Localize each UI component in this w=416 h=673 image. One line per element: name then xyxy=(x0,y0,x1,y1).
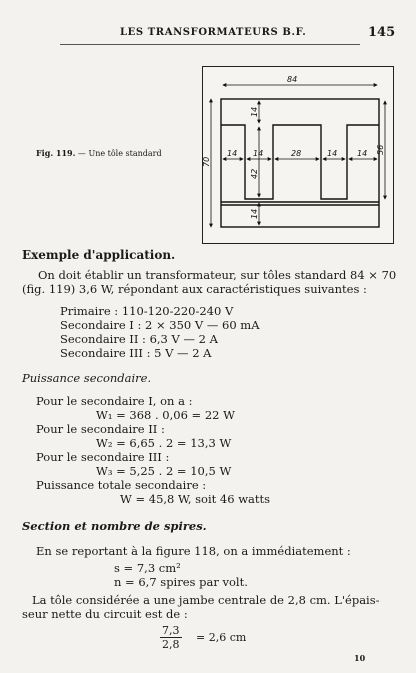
spec-primary: Primaire : 110-120-220-240 V xyxy=(60,304,234,318)
power-formula-3: W₃ = 5,25 . 2 = 10,5 W xyxy=(96,464,232,478)
spec-secondary-3: Secondaire III : 5 V — 2 A xyxy=(60,346,212,360)
fraction-numerator: 7,3 xyxy=(162,624,180,637)
fraction-denominator: 2,8 xyxy=(162,638,180,651)
lamination-drawing xyxy=(203,67,393,243)
header-rule xyxy=(60,44,360,45)
section-formula-s: s = 7,3 cm² xyxy=(114,561,181,575)
power-line-3: Pour le secondaire III : xyxy=(36,450,170,464)
figure-caption-text: — Une tôle standard xyxy=(77,149,162,158)
dim-bottom-yoke: 14 xyxy=(250,208,259,219)
core-line-1: La tôle considérée a une jambe centrale de 2,8 cm. L'épais- xyxy=(32,593,380,607)
power-line-1: Pour le secondaire I, on a : xyxy=(36,394,193,408)
section-formula-n: n = 6,7 spires par volt. xyxy=(114,575,248,589)
dim-leg-height: 42 xyxy=(250,168,259,179)
dim-seg-2: 14 xyxy=(253,149,264,158)
core-line-2: seur nette du circuit est de : xyxy=(22,607,188,621)
figure-caption xyxy=(36,148,162,158)
figure-caption-label: Fig. 119. xyxy=(36,148,76,158)
dim-top-yoke: 14 xyxy=(250,106,259,117)
heading-power: Puissance secondaire. xyxy=(22,371,152,385)
running-title: LES TRANSFORMATEURS B.F. xyxy=(120,27,307,38)
section-line-1: En se reportant à la figure 118, on a immédiatement : xyxy=(36,544,351,558)
page-number: 145 xyxy=(368,25,396,40)
power-formula-2: W₂ = 6,65 . 2 = 13,3 W xyxy=(96,436,232,450)
lamination-windows xyxy=(221,125,379,199)
spec-secondary-2: Secondaire II : 6,3 V — 2 A xyxy=(60,332,218,346)
fraction-result: = 2,6 cm xyxy=(196,631,247,644)
heading-section-turns: Section et nombre de spires. xyxy=(22,519,207,533)
dim-height-inner: 56 xyxy=(376,144,385,155)
figure-119 xyxy=(202,66,394,244)
spec-secondary-1: Secondaire I : 2 × 350 V — 60 mA xyxy=(60,318,260,332)
fraction xyxy=(160,624,182,651)
dim-height-total: 70 xyxy=(202,156,211,167)
power-line-4: Puissance totale secondaire : xyxy=(36,478,207,492)
power-formula-1: W₁ = 368 . 0,06 = 22 W xyxy=(96,408,235,422)
intro-line-1: On doit établir un transformateur, sur tôles standard 84 × 70 xyxy=(38,268,397,282)
intro-line-2: (fig. 119) 3,6 W, répondant aux caractéristiques suivantes : xyxy=(22,282,367,296)
dim-seg-3: 28 xyxy=(291,149,302,158)
power-total: W = 45,8 W, soit 46 watts xyxy=(120,492,271,506)
dim-seg-5: 14 xyxy=(357,149,368,158)
dim-seg-4: 14 xyxy=(327,149,338,158)
dim-seg-1: 14 xyxy=(227,149,238,158)
dim-width-total: 84 xyxy=(287,75,298,84)
heading-example: Exemple d'application. xyxy=(22,248,176,262)
signature-mark: 10 xyxy=(354,653,366,663)
power-line-2: Pour le secondaire II : xyxy=(36,422,165,436)
